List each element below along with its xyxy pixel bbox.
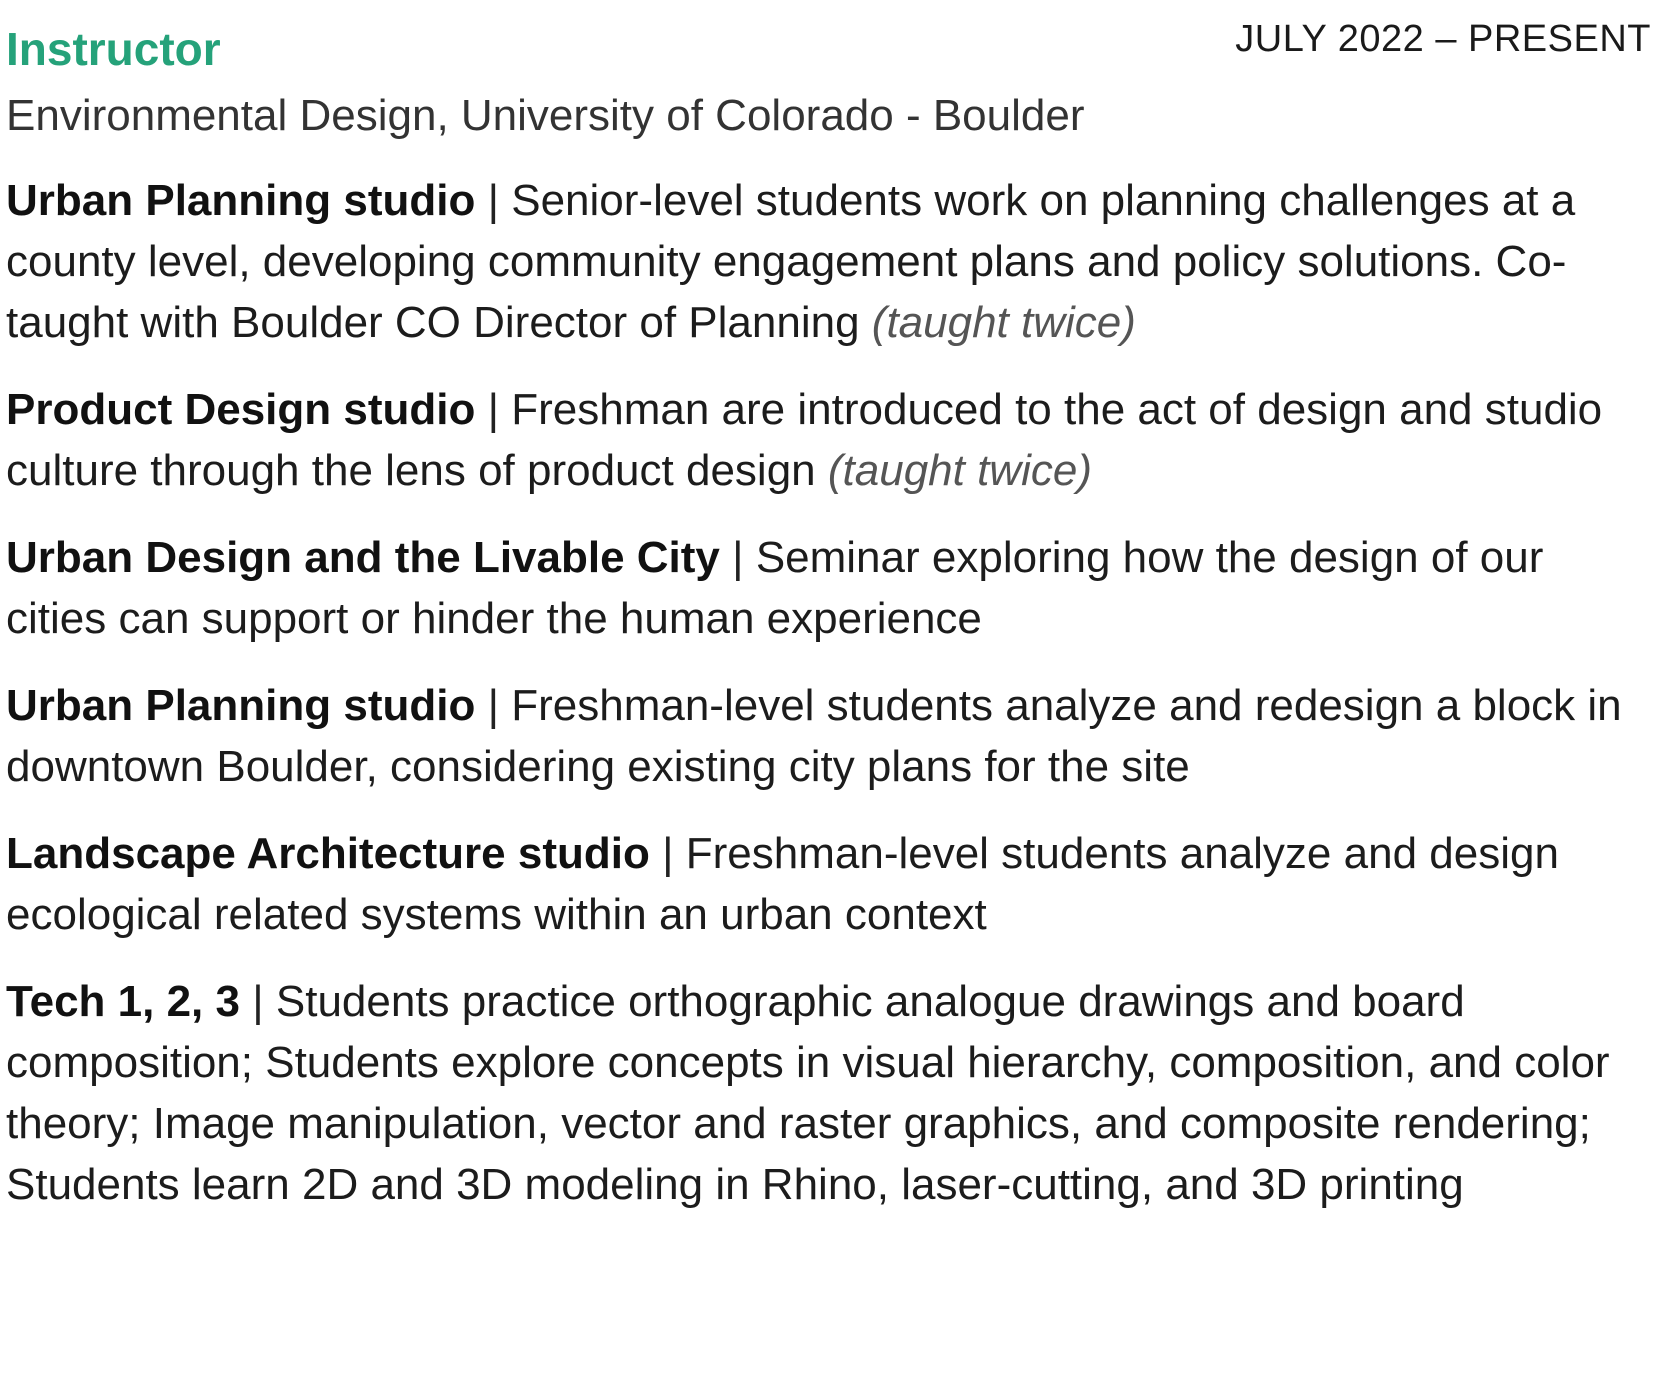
course-list: [6, 170, 1651, 1215]
course-name: Landscape Architecture studio: [6, 829, 650, 878]
course-description: Senior-level students work on planning challenges at a county level, developing community engagement plans and policy solutions. Co-taught with Boulder CO Director of Planning: [6, 176, 1576, 347]
job-title: Instructor: [6, 23, 221, 75]
course-separator: |: [732, 533, 744, 582]
course-name: Urban Planning studio: [6, 176, 476, 225]
course-item: [6, 379, 1651, 501]
course-name: Product Design studio: [6, 385, 476, 434]
organization: Environmental Design, University of Colorado - Boulder: [6, 91, 1085, 140]
course-note: (taught twice): [871, 298, 1136, 347]
course-separator: |: [487, 176, 499, 225]
course-item: [6, 527, 1651, 649]
entry-header: [6, 0, 1651, 88]
resume-entry: [6, 0, 1651, 1241]
course-note: (taught twice): [827, 446, 1092, 495]
course-item: [6, 675, 1651, 797]
course-name: Tech 1, 2, 3: [6, 977, 240, 1026]
course-description: Freshman-level students analyze and design ecological related systems within an urban context: [6, 829, 1559, 939]
course-item: [6, 170, 1651, 353]
course-description: Seminar exploring how the design of our cities can support or hinder the human experience: [6, 533, 1544, 643]
course-description: Freshman are introduced to the act of design and studio culture through the lens of product design: [6, 385, 1603, 495]
course-separator: |: [662, 829, 674, 878]
course-separator: |: [487, 681, 499, 730]
course-name: Urban Planning studio: [6, 681, 476, 730]
course-description: Freshman-level students analyze and redesign a block in downtown Boulder, considering existing city plans for the site: [6, 681, 1622, 791]
date-range: JULY 2022 – PRESENT: [1235, 18, 1651, 60]
course-separator: |: [487, 385, 500, 434]
course-item: [6, 823, 1651, 945]
course-separator: |: [252, 977, 264, 1026]
course-description: Students practice orthographic analogue drawings and board composition; Students explore concepts in visual hierarchy, composition, and color theory; Image manipulation, vector and raster graphics, and composite rendering; Students learn 2D and 3D modeling in Rhino, laser-cutting, and 3D printing: [6, 977, 1610, 1209]
course-item: [6, 971, 1651, 1215]
course-name: Urban Design and the Livable City: [6, 533, 720, 582]
